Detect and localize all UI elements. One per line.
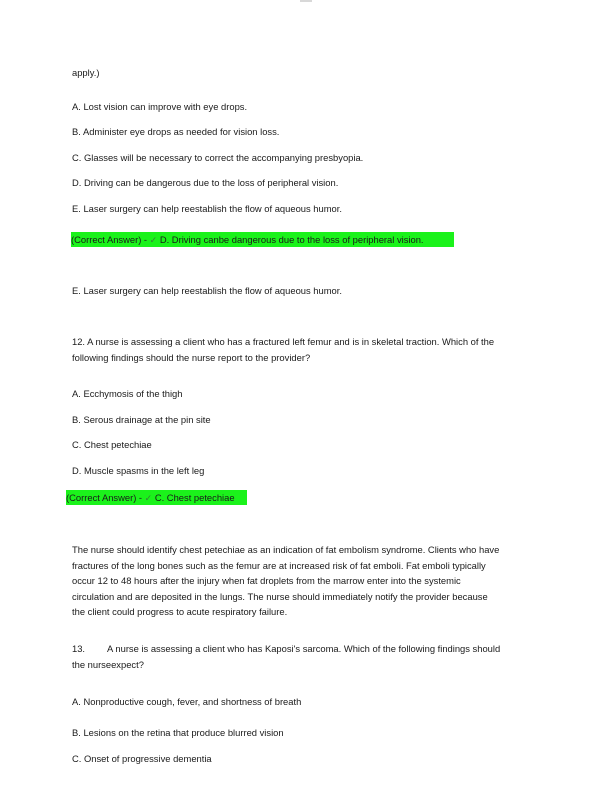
q13-option-c: C. Onset of progressive dementia <box>72 753 212 764</box>
q12-option-b: B. Serous drainage at the pin site <box>72 414 211 425</box>
q11-option-d: D. Driving can be dangerous due to the loss of peripheral vision. <box>72 177 339 188</box>
q12-stem-line2: following findings should the nurse report to the provider? <box>72 352 311 363</box>
q12-rationale-line4: circulation and are deposited in the lungs. The nurse should immediately notify the provider because <box>72 591 488 602</box>
q12-rationale-line3: occur 12 to 48 hours after the injury when fat droplets from the marrow enter into the systemic <box>72 575 461 586</box>
q13-stem-text: A nurse is assessing a client who has Kaposi's sarcoma. Which of the following findings should <box>107 643 501 654</box>
q12-rationale-line1: The nurse should identify chest petechiae as an indication of fat embolism syndrome. Clients who have <box>72 544 500 555</box>
q12-correct-answer <box>66 490 247 505</box>
q11-option-b: B. Administer eye drops as needed for vision loss. <box>72 126 280 137</box>
q12-option-c: C. Chest petechiae <box>72 439 152 450</box>
page-header-mark <box>300 0 312 2</box>
q11-option-c: C. Glasses will be necessary to correct the accompanying presbyopia. <box>72 152 364 163</box>
q13-stem-line1 <box>72 643 500 655</box>
q13-option-a: A. Nonproductive cough, fever, and shortness of breath <box>72 696 302 707</box>
q13-number: 13. <box>72 643 86 654</box>
correct-answer-label: (Correct Answer) - <box>71 234 150 245</box>
q13-stem-line2: the nurseexpect? <box>72 659 144 670</box>
q11-correct-answer <box>71 232 454 247</box>
check-mark-icon: ✓ <box>144 494 153 504</box>
correct-answer-label: (Correct Answer) - <box>66 492 145 503</box>
check-mark-icon: ✓ <box>149 236 158 246</box>
question-continuation: apply.) <box>72 67 100 78</box>
q11-extra-answer: E. Laser surgery can help reestablish the flow of aqueous humor. <box>72 285 342 296</box>
correct-answer-text: C. Chest petechiae <box>152 492 235 503</box>
correct-answer-text: D. Driving canbe dangerous due to the loss of peripheral vision. <box>157 234 424 245</box>
q11-option-a: A. Lost vision can improve with eye drops. <box>72 101 248 112</box>
q12-stem-line1: 12. A nurse is assessing a client who has a fractured left femur and is in skeletal traction. Which of the <box>72 336 495 347</box>
q12-rationale-line5: the client could progress to acute respiratory failure. <box>72 606 288 617</box>
q11-option-e: E. Laser surgery can help reestablish the flow of aqueous humor. <box>72 203 342 214</box>
q13-option-b: B. Lesions on the retina that produce blurred vision <box>72 727 284 738</box>
q12-option-a: A. Ecchymosis of the thigh <box>72 388 183 399</box>
q12-option-d: D. Muscle spasms in the left leg <box>72 465 205 476</box>
q12-rationale-line2: fractures of the long bones such as the femur are at increased risk of fat emboli. Fat emboli typically <box>72 560 486 571</box>
